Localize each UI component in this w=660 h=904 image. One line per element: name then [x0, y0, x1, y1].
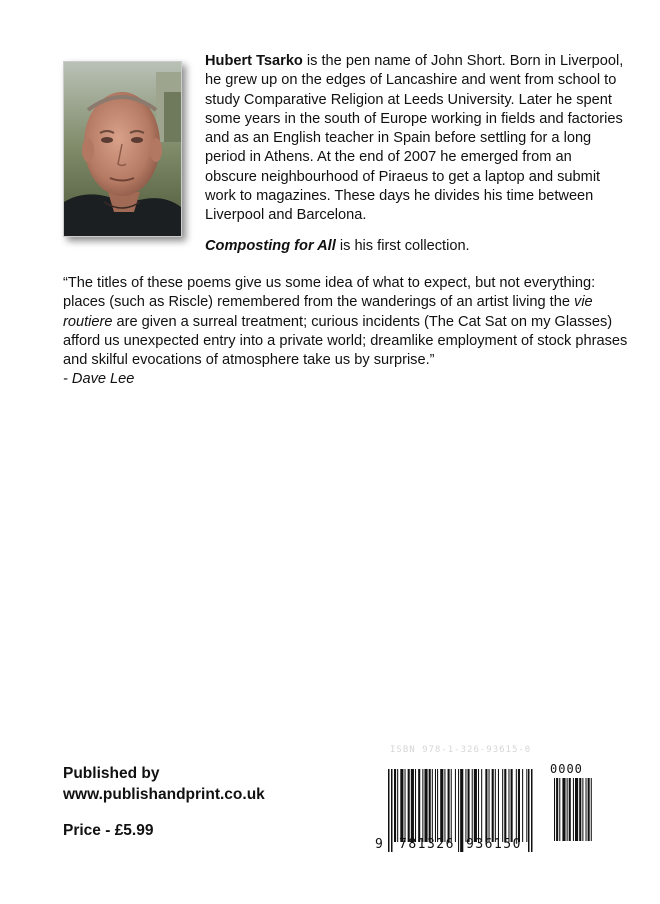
- barcode-addon-bar: [554, 778, 555, 841]
- collection-title: Composting for All: [205, 238, 336, 254]
- barcode-bar: [472, 769, 473, 842]
- barcode-bar: [411, 769, 414, 842]
- barcode-bar: [495, 769, 496, 842]
- isbn-barcode: [372, 745, 602, 860]
- barcode-addon-bar: [591, 778, 592, 841]
- barcode-addon-bar: [569, 778, 571, 841]
- barcode-addon-bar: [586, 778, 587, 841]
- barcode-bar: [518, 769, 520, 842]
- publisher-label: Published by: [63, 765, 160, 782]
- barcode-right-digits: 936150: [466, 837, 522, 852]
- barcode-addon-bar: [559, 778, 560, 841]
- author-bio: [205, 52, 625, 226]
- barcode-bar: [394, 769, 396, 842]
- barcode-bar: [504, 769, 506, 842]
- author-bio-text: is the pen name of John Short. Born in Liverpool, he grew up on the edges of Lancashire and went from school to study Comparative Religion at Leeds University. Later he spent some years in the south of Europe working in fields and factories and as an English teacher in Spain before settling for a long period in Athens. At the end of 2007 he emerged from an obscure neighbourhood of Piraeus to get a laptop and submit work to magazines. These days he divides his time between Liverpool and Barcelona.: [205, 53, 624, 224]
- barcode-bar: [422, 769, 423, 842]
- barcode-bar: [429, 769, 431, 842]
- barcode-bar: [437, 769, 438, 842]
- barcode-bar: [526, 769, 527, 842]
- barcode-addon-bar: [562, 778, 565, 841]
- barcode-first-digit: 9: [375, 837, 383, 852]
- barcode-bar: [522, 769, 523, 842]
- barcode-bar: [424, 769, 427, 842]
- review-text-part1: “The titles of these poems give us some idea of what to expect, but not everything: places (such as Riscle) remembered from the wanderings of an artist living the: [63, 275, 596, 311]
- author-portrait-image: [64, 62, 181, 236]
- barcode-bar: [435, 769, 436, 842]
- barcode-guard-bar: [460, 769, 463, 852]
- barcode-bar: [502, 769, 503, 842]
- barcode-bar: [498, 769, 499, 842]
- barcode-bar: [516, 769, 517, 842]
- barcode-bar: [474, 769, 477, 842]
- barcode-bar: [485, 769, 487, 842]
- barcode-addon-bar: [582, 778, 583, 841]
- barcode-bar: [492, 769, 494, 842]
- publisher-url: www.publishandprint.co.uk: [63, 786, 265, 803]
- barcode-bar: [455, 769, 456, 842]
- isbn-faint-text: ISBN 978-1-326-93615-0: [390, 745, 532, 755]
- publisher-block: [63, 763, 265, 805]
- barcode-guard-bar: [391, 769, 393, 852]
- barcode-bar: [397, 769, 398, 842]
- author-name: Hubert Tsarko: [205, 53, 303, 69]
- barcode-bar: [508, 769, 509, 842]
- barcode-guard-bar: [458, 769, 459, 852]
- barcode-addon-bar: [579, 778, 581, 841]
- barcode-bar: [408, 769, 410, 842]
- barcode-bar: [465, 769, 466, 842]
- barcode-addon-bar: [588, 778, 590, 841]
- barcode-bar: [440, 769, 443, 842]
- barcode-addon-bar: [573, 778, 574, 841]
- author-photo: [63, 61, 182, 237]
- barcode-bar: [400, 769, 403, 842]
- barcode-addon-bar: [575, 778, 578, 841]
- barcode-bar: [444, 769, 445, 842]
- barcode-bar: [415, 769, 416, 842]
- barcode-guard-bar: [531, 769, 533, 852]
- barcode-guard-bar: [388, 769, 390, 852]
- review-italic-phrase: vie routiere: [63, 294, 593, 330]
- barcode-guard-bar: [528, 769, 530, 852]
- barcode-bar: [432, 769, 433, 842]
- review-attribution: - Dave Lee: [63, 371, 135, 388]
- barcode-bar: [448, 769, 450, 842]
- barcode-bar: [418, 769, 420, 842]
- collection-note: [205, 237, 625, 256]
- barcode-bar: [511, 769, 513, 842]
- barcode-bar: [468, 769, 470, 842]
- price-label: Price - £5.99: [63, 822, 154, 839]
- barcode-addon-digits: 0000: [550, 762, 583, 776]
- barcode-bar: [481, 769, 482, 842]
- review-quote: [63, 274, 633, 390]
- barcode-addon-bar: [567, 778, 568, 841]
- review-text-part2: are given a surreal treatment; curious incidents (The Cat Sat on my Glasses) afford us unexpected entry into a private world; dreamlike employment of stock phrases and skilful evocations of atmosphere take us by surprise.”: [63, 313, 628, 369]
- barcode-bar: [405, 769, 406, 842]
- barcode-bar: [478, 769, 479, 842]
- barcode-bar: [451, 769, 452, 842]
- collection-text: is his first collection.: [335, 238, 470, 254]
- barcode-bar: [489, 769, 490, 842]
- barcode-left-digits: 781326: [399, 837, 455, 852]
- barcode-addon-bar: [556, 778, 558, 841]
